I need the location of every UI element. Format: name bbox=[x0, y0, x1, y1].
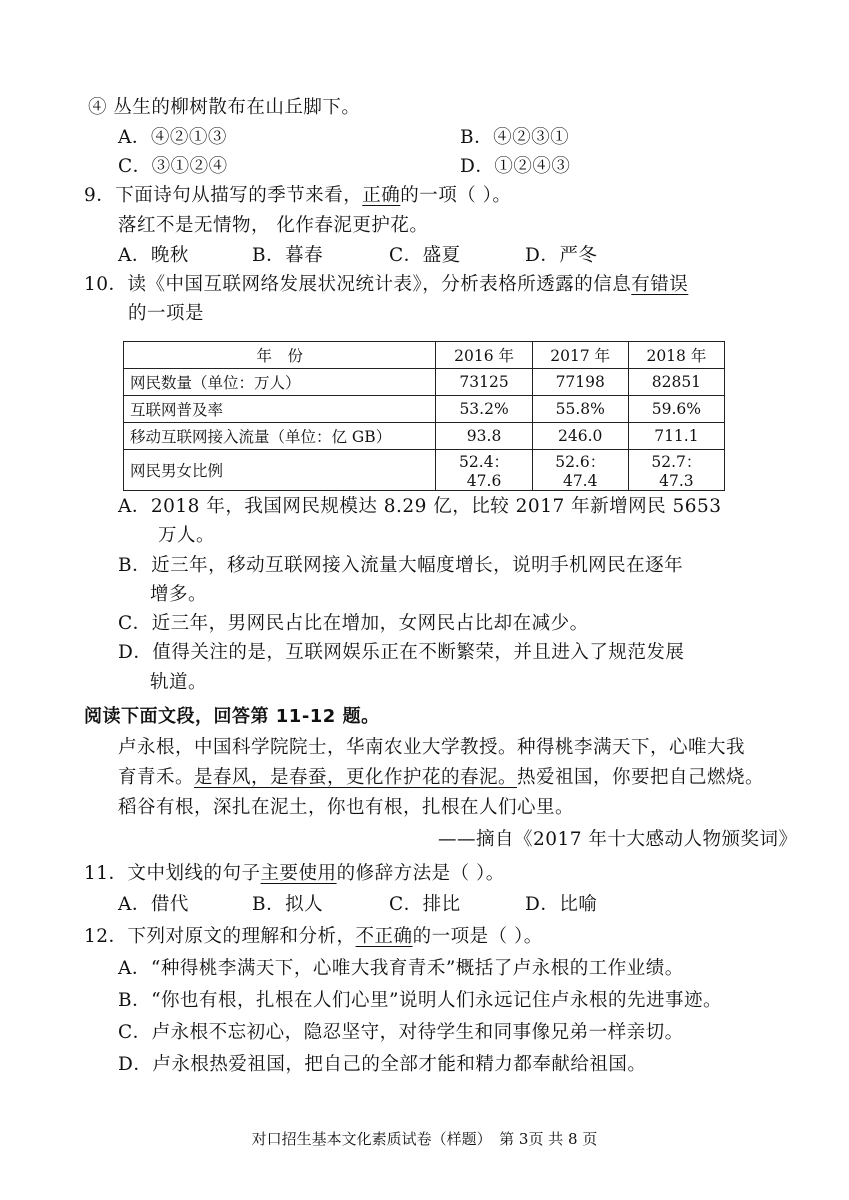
table-cell: 93.8 bbox=[436, 423, 532, 450]
table-cell: 互联网普及率 bbox=[124, 396, 436, 423]
q10-stem-underlined: 有错误 bbox=[631, 274, 689, 295]
q9-stem-prefix: 9．下面诗句从描写的季节来看， bbox=[84, 185, 363, 206]
table-row bbox=[124, 396, 725, 423]
q11-stem-underlined: 主要使用 bbox=[260, 863, 337, 884]
table-cell: 52.6：47.4 bbox=[532, 450, 628, 491]
q12-stem-prefix: 12．下列对原文的理解和分析， bbox=[84, 926, 356, 947]
q9-option-b: B．暮春 bbox=[252, 245, 324, 266]
table-cell: 59.6% bbox=[628, 396, 724, 423]
passage-line-3: 稻谷有根，深扎在泥土，你也有根，扎根在人们心里。 bbox=[118, 797, 575, 818]
table-cell: 52.7：47.3 bbox=[628, 450, 724, 491]
table-cell: 55.8% bbox=[532, 396, 628, 423]
passage-line-2-pre: 育青禾。 bbox=[118, 767, 195, 788]
table-header-cell: 2016 年 bbox=[436, 342, 532, 369]
q9-stem-underlined: 正确 bbox=[362, 185, 401, 206]
table-cell: 53.2% bbox=[436, 396, 532, 423]
q9-option-a: A．晚秋 bbox=[118, 245, 189, 266]
table-cell: 711.1 bbox=[628, 423, 724, 450]
q11-option-b: B．拟人 bbox=[252, 894, 324, 915]
q8-option-c: C．③①②④ bbox=[118, 156, 228, 177]
passage-line-1: 卢永根，中国科学院院士，华南农业大学教授。种得桃李满天下，心唯大我 bbox=[118, 737, 746, 758]
internet-stats-table bbox=[123, 341, 725, 491]
q10-stem-prefix: 10．读《中国互联网络发展状况统计表》，分析表格所透露的信息 bbox=[84, 274, 632, 295]
q11-stem-suffix: 的修辞方法是（ ）。 bbox=[336, 863, 505, 884]
q12-option-a: A．“种得桃李满天下，心唯大我育青禾”概括了卢永根的工作业绩。 bbox=[118, 958, 684, 979]
table-cell: 73125 bbox=[436, 369, 532, 396]
q8-option-d: D．①②④③ bbox=[460, 156, 571, 177]
q11-option-d: D．比喻 bbox=[525, 894, 598, 915]
q10-option-d-line1: D．值得关注的是，互联网娱乐正在不断繁荣，并且进入了规范发展 bbox=[118, 642, 685, 663]
passage-source: ——摘自《2017 年十大感动人物颁奖词》 bbox=[438, 829, 798, 850]
q9-option-d: D．严冬 bbox=[525, 245, 598, 266]
table-header-cell: 2018 年 bbox=[628, 342, 724, 369]
table-cell: 52.4：47.6 bbox=[436, 450, 532, 491]
q10-option-c: C．近三年，男网民占比在增加，女网民占比却在减少。 bbox=[118, 613, 589, 634]
q10-option-a-line1: A．2018 年，我国网民规模达 8.29 亿，比较 2017 年新增网民 5653 bbox=[118, 496, 722, 517]
q8-item-4: ④ 丛生的柳树散布在山丘脚下。 bbox=[88, 97, 361, 118]
table-cell: 网民数量（单位：万人） bbox=[124, 369, 436, 396]
q10-option-a-line2: 万人。 bbox=[158, 525, 216, 546]
passage-underlined-sentence: 是春风，是春蚕，更化作护花的春泥。 bbox=[194, 767, 518, 788]
q11-stem bbox=[84, 862, 505, 886]
passage-heading: 阅读下面文段，回答第 11-12 题。 bbox=[84, 706, 380, 727]
table-cell: 网民男女比例 bbox=[124, 450, 436, 491]
q9-poem: 落红不是无情物， 化作春泥更护花。 bbox=[118, 215, 429, 236]
table-row bbox=[124, 423, 725, 450]
table-cell: 246.0 bbox=[532, 423, 628, 450]
table-cell: 77198 bbox=[532, 369, 628, 396]
page-footer: 对口招生基本文化素质试卷（样题） 第 3页 共 8 页 bbox=[251, 1130, 598, 1148]
q9-stem-suffix: 的一项（ ）。 bbox=[400, 185, 512, 206]
q12-stem bbox=[84, 925, 543, 949]
q10-option-d-line2: 轨道。 bbox=[150, 672, 208, 693]
table-header-row bbox=[124, 342, 725, 369]
q8-option-b: B．④②③① bbox=[460, 127, 570, 148]
q10-stem-line2: 的一项是 bbox=[128, 303, 205, 324]
q11-stem-prefix: 11．文中划线的句子 bbox=[84, 863, 261, 884]
q10-option-b-line2: 增多。 bbox=[150, 584, 208, 605]
table-header-cell: 2017 年 bbox=[532, 342, 628, 369]
q9-option-c: C．盛夏 bbox=[389, 245, 461, 266]
q12-option-c: C．卢永根不忘初心，隐忍坚守，对待学生和同事像兄弟一样亲切。 bbox=[118, 1022, 684, 1043]
q12-option-d: D．卢永根热爱祖国，把自己的全部才能和精力都奉献给祖国。 bbox=[118, 1054, 647, 1075]
q10-stem bbox=[84, 273, 688, 297]
table-row bbox=[124, 450, 725, 491]
table-cell: 移动互联网接入流量（单位：亿 GB） bbox=[124, 423, 436, 450]
passage-line-2 bbox=[118, 766, 764, 790]
q9-stem bbox=[84, 184, 511, 208]
q11-option-a: A．借代 bbox=[118, 894, 189, 915]
table-row bbox=[124, 369, 725, 396]
q8-option-a: A．④②①③ bbox=[118, 127, 227, 148]
q10-option-b-line1: B．近三年，移动互联网接入流量大幅度增长，说明手机网民在逐年 bbox=[118, 555, 684, 576]
q12-stem-suffix: 的一项是（ ）。 bbox=[412, 926, 543, 947]
table-header-cell: 年 份 bbox=[124, 342, 436, 369]
passage-line-2-post: 热爱祖国，你要把自己燃烧。 bbox=[517, 767, 765, 788]
q12-stem-underlined: 不正确 bbox=[355, 926, 413, 947]
table-cell: 82851 bbox=[628, 369, 724, 396]
q12-option-b: B．“你也有根，扎根在人们心里”说明人们永远记住卢永根的先进事迹。 bbox=[118, 990, 723, 1011]
q11-option-c: C．排比 bbox=[389, 894, 461, 915]
